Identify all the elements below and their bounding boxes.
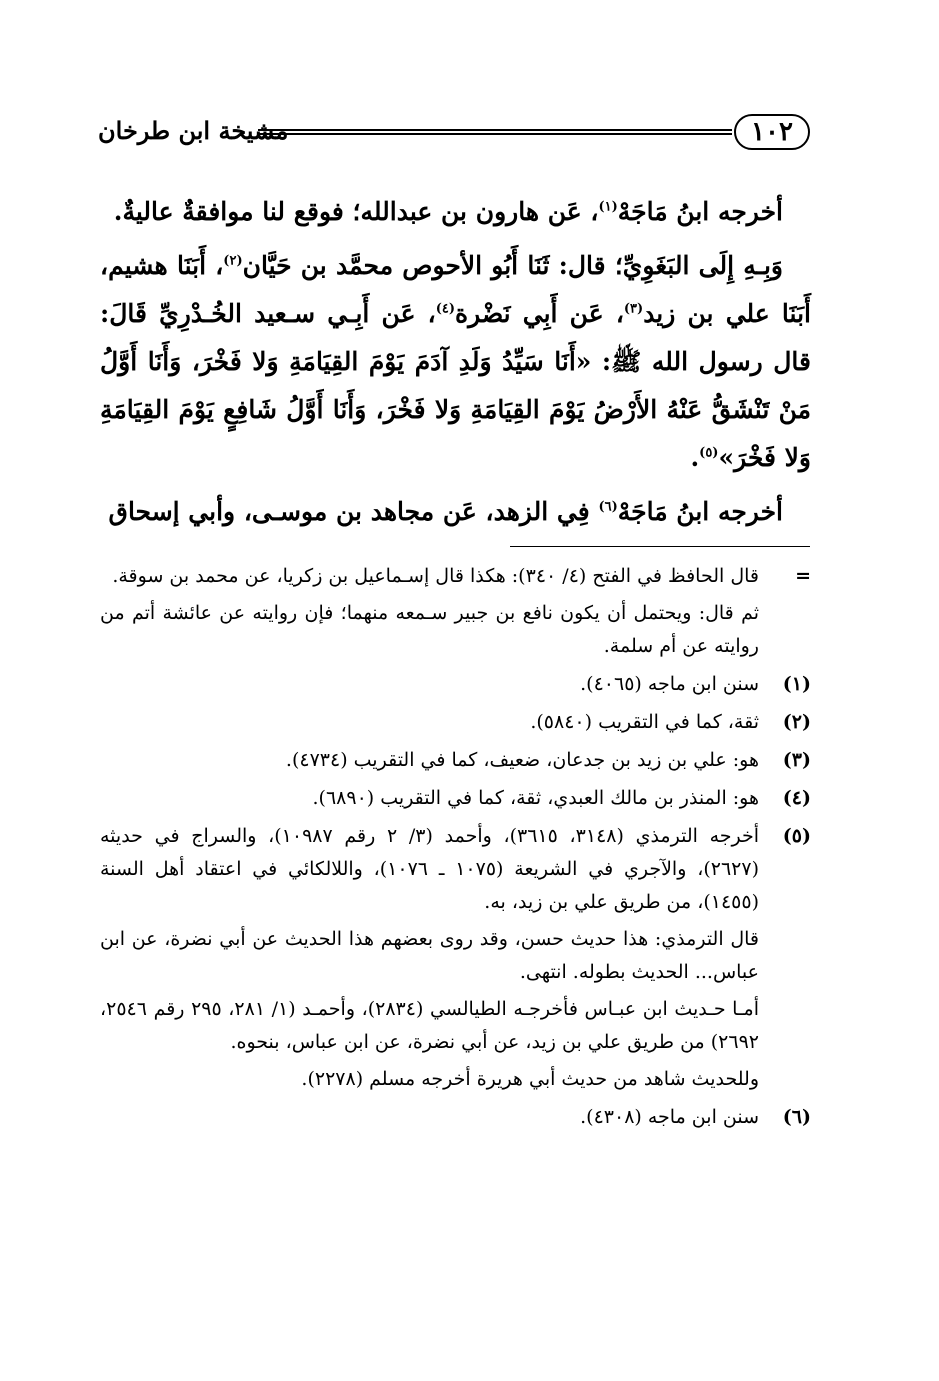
paragraph-2 <box>100 242 811 482</box>
footnote-5 <box>100 820 811 1096</box>
text-segment: أخرجه ابنُ مَاجَهْ <box>617 497 783 526</box>
footnote-ref-1: (١) <box>598 199 618 215</box>
footnote-ref-5: (٥) <box>699 445 719 461</box>
footnote-number: (٤) <box>782 787 811 809</box>
text-segment: ، عَن أَبِي نَضْرة <box>455 299 624 328</box>
page-number: ١٠٢ <box>734 114 810 150</box>
footnote-text: هو: المنذر بن مالك العبدي، ثقة، كما في التقريب (٦٨٩٠). <box>312 787 759 809</box>
footnote-ref-4: (٤) <box>435 301 456 317</box>
footnote-paragraph: أخرجه الترمذي (٣١٤٨، ٣٦١٥)، وأحمد (٣/ ٢ رقم ١٠٩٨٧)، والسراج في حديثه (٢٦٢٧)، والآجري في الشريعة (١٠٧٥ ـ ١٠٧٦)، واللالكائي في اعتقاد أهل السنة (١٤٥٥)، من طريق علي بن زيد، به. <box>100 825 760 913</box>
footnote-number: (٥) <box>782 825 811 847</box>
continuation-marker: = <box>795 565 811 587</box>
footnotes <box>100 560 811 1139</box>
footnote-continuation <box>100 560 811 663</box>
text-segment: فِي الزهد، عَن مجاهد بن موسـى، وأبي إسحاق <box>108 497 599 526</box>
footnote-1 <box>100 668 811 701</box>
footnote-separator <box>510 546 810 547</box>
footnote-paragraph: قال الترمذي: هذا حديث حسن، وقد روى بعضهم هذا الحديث عن أبي نضرة، عن ابن عباس... الحديث بطوله. انتهى. <box>100 928 759 983</box>
footnote-3 <box>100 744 811 777</box>
footnote-number: (١) <box>782 673 811 695</box>
footnote-ref-6: (٦) <box>598 499 618 515</box>
paragraph-1 <box>100 188 811 236</box>
header-rule <box>258 129 732 135</box>
text-segment: أخرجه ابنُ مَاجَهْ <box>617 197 783 226</box>
footnote-number: (٢) <box>782 711 811 733</box>
footnote-paragraph: قال الحافظ في الفتح (٤/ ٣٤٠): هكذا قال إسـماعيل بن زكريا، عن محمد بن سوقة. <box>112 565 759 587</box>
text-segment: . <box>690 443 700 472</box>
footnote-2 <box>100 706 811 739</box>
footnote-text: سنن ابن ماجه (٤٣٠٨). <box>580 1106 759 1128</box>
paragraph-3 <box>100 488 811 536</box>
page-header <box>98 110 810 156</box>
footnote-6 <box>100 1101 811 1134</box>
text-segment: ، أَبَنَا هشيم، أَبَنَا علي بن زيد <box>100 251 811 328</box>
footnote-ref-2: (٢) <box>223 253 243 269</box>
footnote-paragraph: ثم قال: ويحتمل أن يكون نافع بن جبير سـمعه منهما؛ فإن روايته عن عائشة أتم من روايته عن أم سلمة. <box>100 602 759 657</box>
text-segment: ، عَن أَبِـي سـعيد الخُـدْرِيِّ قَالَ: قال رسول الله ﷺ: «أَنَا سَيِّدُ وَلَدِ آدَمَ يَوْمَ القِيَامَةِ وَلا فَخْرَ، وَأَنَا أَوَّلُ مَنْ تَنْشَقُّ عَنْهُ الأَرْضُ يَوْمَ القِيَامَةِ وَلا فَخْرَ، وَأَنَا أَوَّلُ شَافِعٍ يَوْمَ القِيَامَةِ وَلا فَخْرَ» <box>100 299 811 472</box>
footnote-text: سنن ابن ماجه (٤٠٦٥). <box>580 673 759 695</box>
footnote-paragraph: أمـا حـديث ابن عبـاس فأخرجـه الطيالسي (٢٨٣٤)، وأحمـد (١/ ٢٨١، ٢٩٥ رقم ٢٥٤٦، ٢٦٩٢) من طريق علي بن زيد، عن أبي نضرة، عن ابن عباس، بنحوه. <box>100 998 759 1053</box>
footnote-ref-3: (٣) <box>623 301 644 317</box>
text-segment: وَبِـهِ إِلَى البَغَوِيِّ؛ قال: ثَنَا أَبُو الأحوص محمَّد بن حَيَّان <box>242 251 783 280</box>
main-text <box>100 188 811 542</box>
footnote-text: هو: علي بن زيد بن جدعان، ضعيف، كما في التقريب (٤٧٣٤). <box>285 749 759 771</box>
footnote-4 <box>100 782 811 815</box>
footnote-number: (٣) <box>782 749 811 771</box>
footnote-number: (٦) <box>782 1106 811 1128</box>
footnote-paragraph: وللحديث شاهد من حديث أبي هريرة أخرجه مسلم (٢٢٧٨). <box>301 1068 759 1090</box>
footnote-text: ثقة، كما في التقريب (٥٨٤٠). <box>530 711 759 733</box>
text-segment: ، عَن هارون بن عبدالله؛ فوقع لنا موافقةٌ عاليةٌ. <box>113 197 599 226</box>
running-title: مشيخة ابن طرخان <box>98 116 289 145</box>
